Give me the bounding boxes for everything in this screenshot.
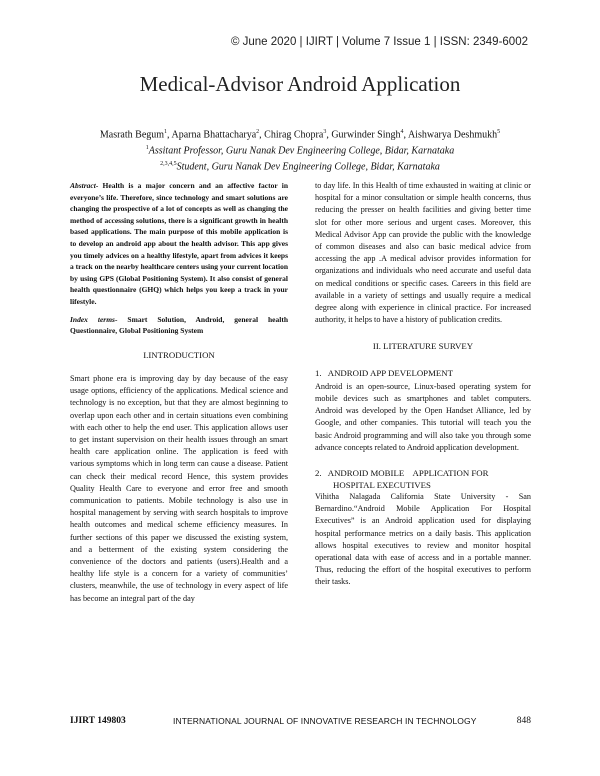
author-sup: 5 <box>497 129 501 135</box>
index-terms-label: Index terms- <box>70 314 118 324</box>
index-terms <box>70 314 288 337</box>
index-terms-text: Smart Solution, Android, general health Questionnaire, Global Positioning System <box>70 314 288 336</box>
hospital-exec-heading <box>315 468 531 491</box>
affiliation-text: Student, Guru Nanak Dev Engineering College, Bidar, Karnataka <box>176 160 440 172</box>
author-sup: 3 <box>323 129 327 135</box>
author-sup: 2 <box>256 129 260 135</box>
footer-article-id: IJIRT 149803 <box>70 716 126 726</box>
affiliation-1 <box>60 142 540 158</box>
abstract-label: Abstract- <box>70 181 99 190</box>
intro-text: Smart phone era is improving day by day because of the easy usage options, efficiency of the applications. Medical science and technology is no exception, but that they are almost beginning to overlap upon each other and in certain situations even combining with each other to help the end user. This application allows user to get instant supervision on their health issues through an smart health care application online. The application is feed with various symptoms which in long term can cause a disease. Patient can check their medical record Hence, this system provides Quality Health Care to everyone and error free and smooth communication to patients. Mobile technology is also use in hospital management by serving with search hospitals to improve health outcomes and medical scheme efficiency measures. In further sections of this paper we discussed the existing system, and a betterment of the existing system considering the convenience of the doctors and patients (users).Health and a healthy life style is a concern for a variety of communities’ clusters, meanwhile, the use of technology in every aspect of life has become an integral part of the day <box>70 373 288 603</box>
affiliation-sup: 2,3,4,5 <box>160 160 177 167</box>
android-dev-text: Android is an open-source, Linux-based operating system for mobile devices such as smartphones and tablet computers. Android was developed by the Open Handset Alliance, led by Google, and other companies. This tutorial will teach you the basic Android programming and will also take you through some advance concepts related to Android application development. <box>315 381 531 452</box>
paper-title: Medical-Advisor Android Application <box>139 72 461 96</box>
author-name: Gurwinder Singh <box>331 129 401 141</box>
affiliation-sup: 1 <box>145 144 149 151</box>
author-sup: 4 <box>400 129 404 135</box>
hospital-exec-heading-line2: HOSPITAL EXECUTIVES <box>333 479 431 490</box>
footer-journal-name: INTERNATIONAL JOURNAL OF INNOVATIVE RESEARCH IN TECHNOLOGY <box>173 716 477 726</box>
author-name: Chirag Chopra <box>264 129 324 141</box>
hospital-exec-heading-line1: 2. ANDROID MOBILE APPLICATION FOR <box>315 468 489 479</box>
android-dev-heading: 1. ANDROID APP DEVELOPMENT <box>315 367 453 378</box>
affiliation-2 <box>60 158 540 174</box>
page-number: 848 <box>516 716 531 726</box>
literature-survey-heading: II. LITERATURE SURVEY <box>372 341 474 352</box>
author-name: Aparna Bhattacharya <box>171 129 257 141</box>
author-name: Aishwarya Deshmukh <box>407 129 498 141</box>
hospital-exec-text: Vihitha Nalagada California State University - San Bernardino.“Android Mobile Application For Hospital Executives” is an Android application used for displaying hospital performance metrics on a daily basis. This application allows hospital executives to review and monitor hospital operational data with ease of access and in a portable manner. Thus, reducing the effort of the hospital executives to perform their tasks. <box>315 492 531 587</box>
author-sup: 1 <box>164 129 168 135</box>
author-names: Masrath Begum$^1$, Aparna Bhattacharya$^2$, Chirag Chopra$^3$, Gurwinder Singh$^4$, Aishwarya Deshmukh$^5$ <box>99 129 501 141</box>
right-column <box>315 180 531 589</box>
journal-header: © June 2020 | IJIRT | Volume 7 Issue 1 | ISSN: 2349-6002 <box>230 36 528 48</box>
intro-continuation: to day life. In this Health of time exhausted in waiting at clinic or hospital for a minor consultation or simple health concerns, thus reducing the presser on health facilities and giving better time slot for other more serious and urgent cases. Moreover, this Medical Advisor App can provide the public with the knowledge of common diseases and also can basic medical advice from accessing the app .A medical advisor provides information for organizations and individuals who need accurate and useful data on medical conditions or specific cases. Careers in this field are available in a variety of settings and usually require a medical degree along with experience in clinical practice. For increased authority, it helps to have a history of publication credits. <box>315 181 531 325</box>
abstract <box>70 180 288 308</box>
author-name: Masrath Begum <box>99 129 165 141</box>
affiliation-text: Assitant Professor, Guru Nanak Dev Engineering College, Bidar, Karnataka <box>148 145 455 157</box>
left-column <box>70 180 288 605</box>
intro-heading: I.INTRODUCTION <box>143 349 215 360</box>
author-block <box>60 126 540 173</box>
abstract-text: Health is a major concern and an affective factor in everyone’s life. Therefore, since technology and smart solutions are changing the prospective of a lot of concepts as well as changing the method of accessing solutions, there is a significant growth in health based applications. The main purpose of this mobile application is to develop an android app about the health advisor. This app gives you timely advices on a healthy lifestyle, apart from advices it keeps a track on the nearby healthcare centers using your current location by using GPS (Global Positioning System). It also consist of general health questionnaire (GHQ) which helps you keep a track in your lifestyle. <box>70 181 288 306</box>
